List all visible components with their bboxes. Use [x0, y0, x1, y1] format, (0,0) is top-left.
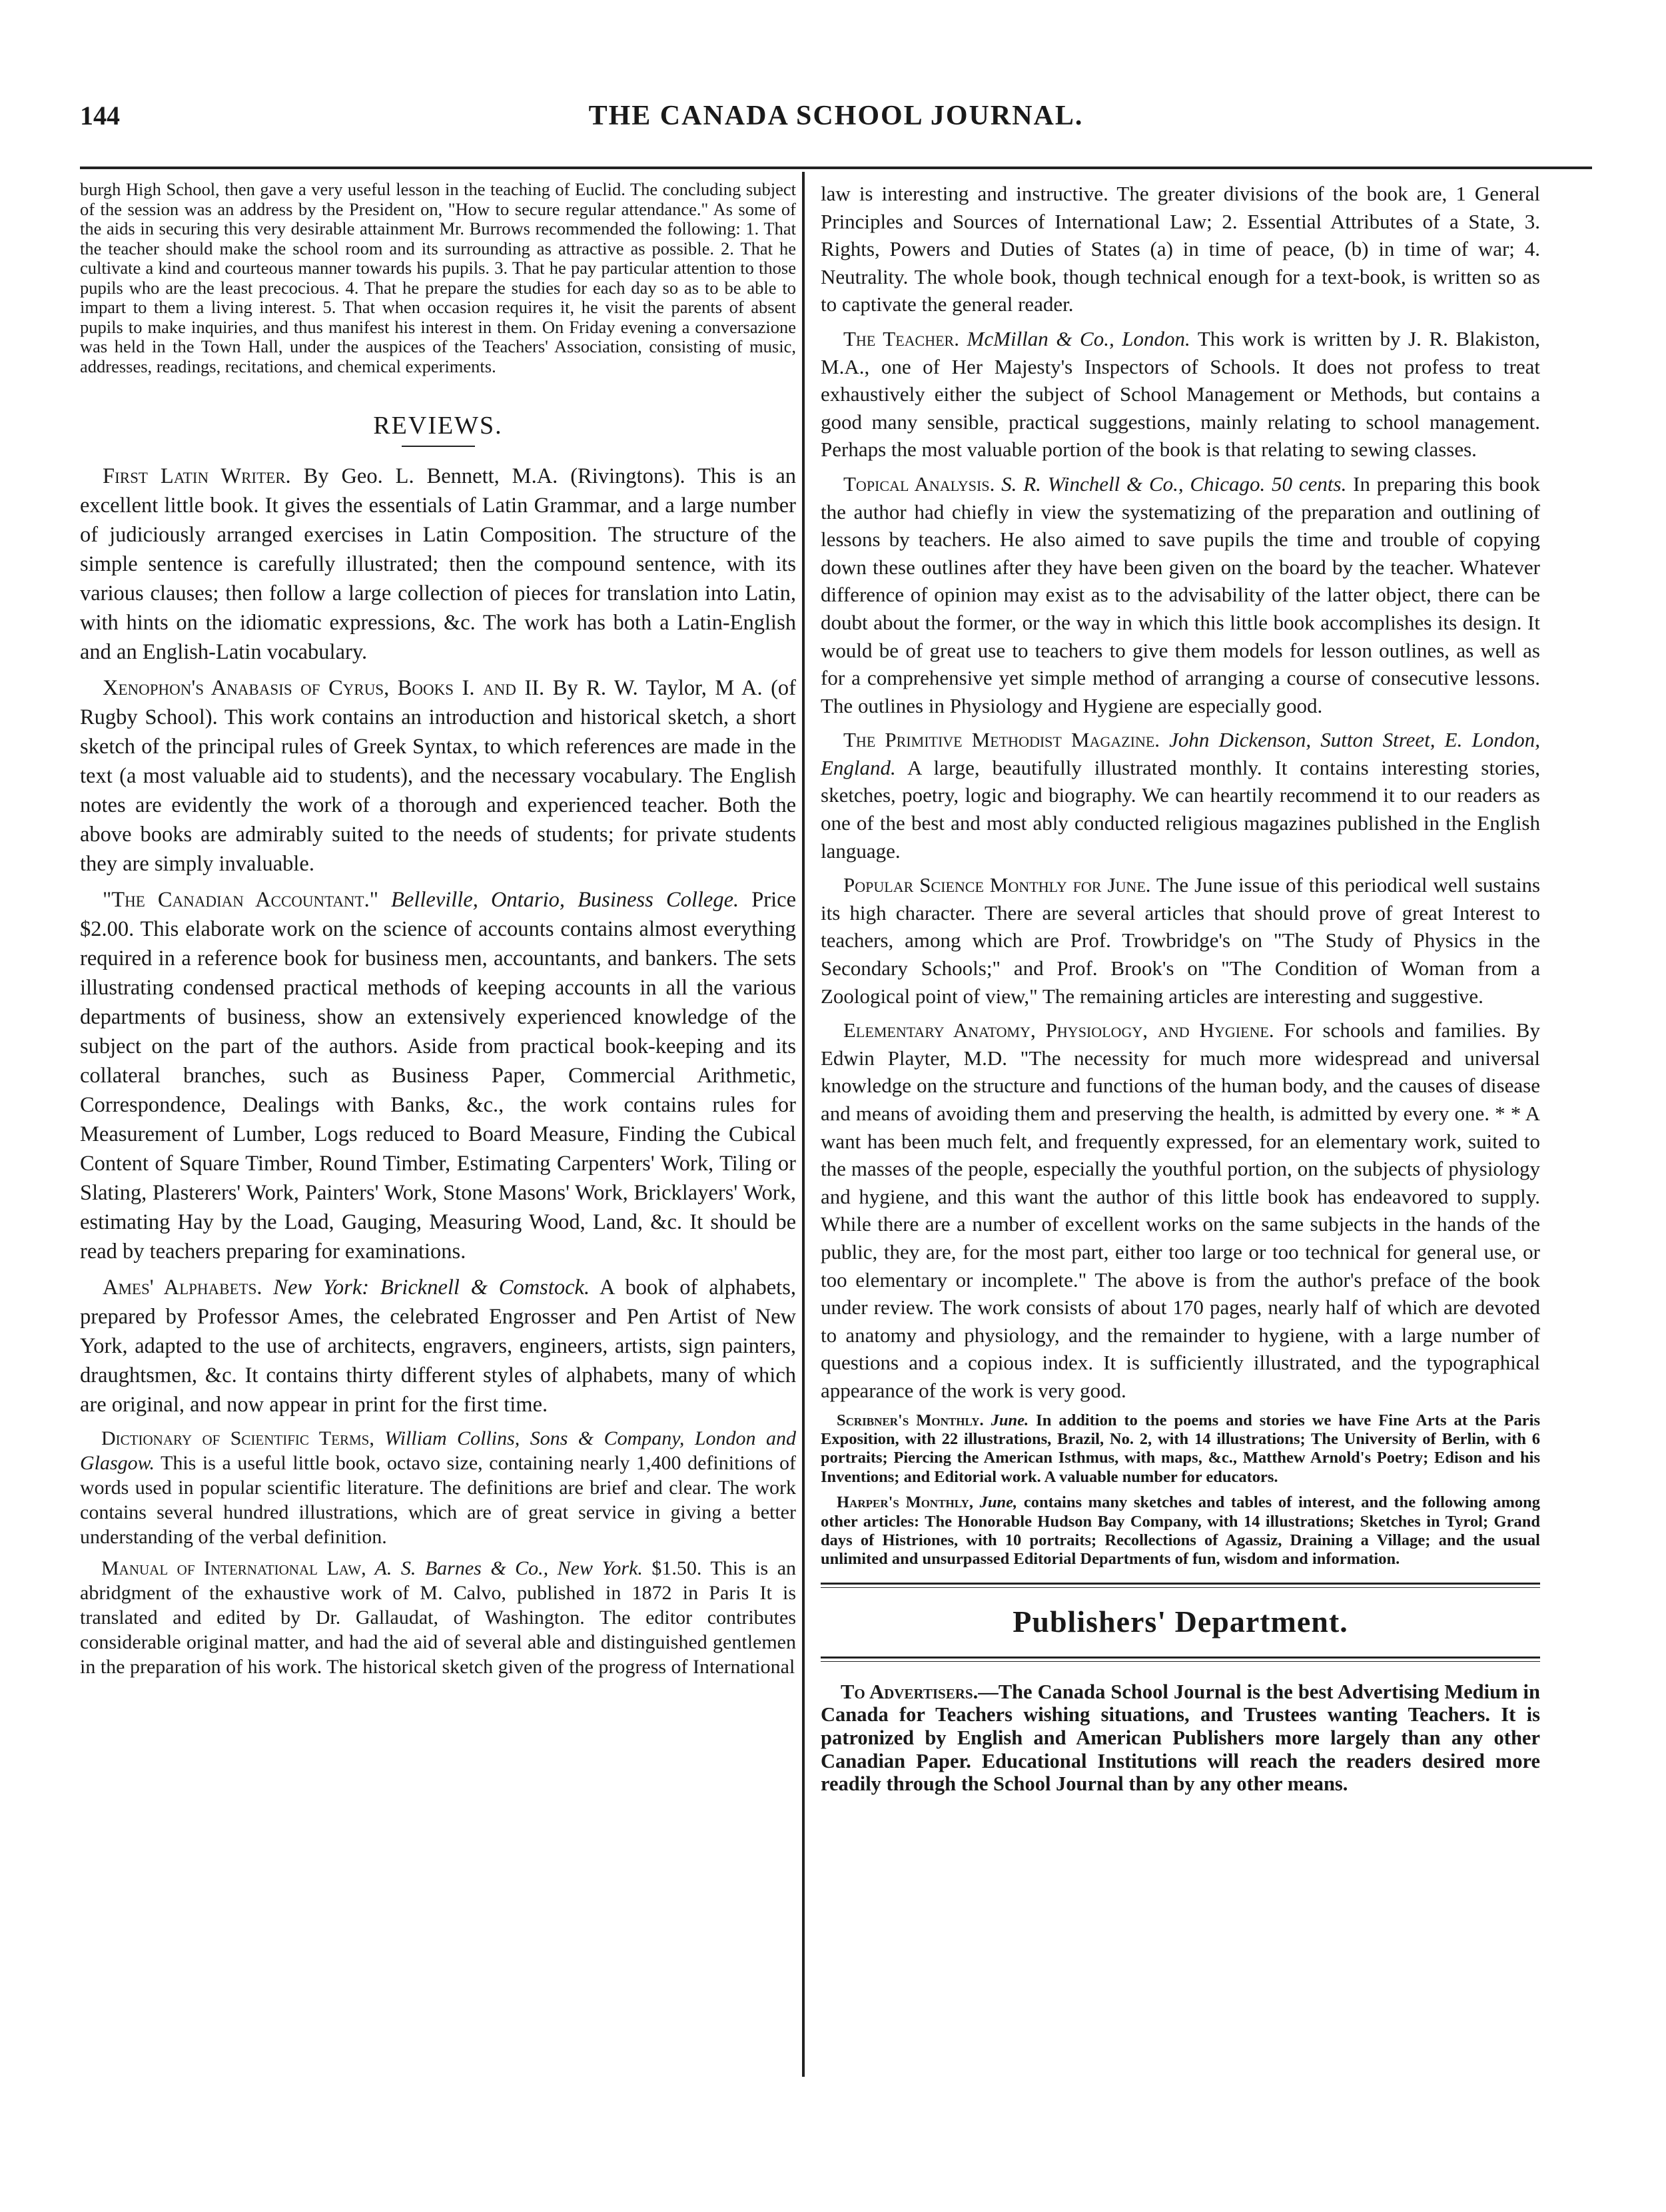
publishers-department-heading: Publishers' Department. — [1013, 1604, 1348, 1639]
header-rule — [80, 167, 1592, 169]
review-publisher: S. R. Winchell & Co., Chicago. 50 cents. — [995, 472, 1347, 496]
review-title: Manual of International Law, — [101, 1557, 366, 1579]
review-title: Topical Analysis. — [843, 472, 995, 496]
review-popular-science — [821, 871, 1540, 1010]
review-dictionary — [80, 1426, 796, 1549]
reviews-rule — [402, 446, 475, 447]
review-text: In preparing this book the author had chiefly in view the systematizing of the preparation and outlining of lessons by teachers. He also aimed to save pupils the time and trouble of copying down these outlines after they have been given on the board by the teacher. Whatever difference of opinion may exist as to the advisability of the latter object, there can be doubt about the former, or the way in which this little book accomplishes its design. It would be of great use to teachers to give them models for lesson outlines, as well as for a comprehensive yet simple method of arranging a course of consecutive lessons. The outlines in Physiology and Hygiene are especially good. — [821, 472, 1540, 717]
notice-publisher: June, — [973, 1493, 1018, 1512]
section-rule — [821, 1657, 1540, 1662]
running-head — [80, 100, 1592, 140]
notice-scribners — [821, 1411, 1540, 1487]
review-title: The Teacher. — [843, 326, 959, 350]
left-column — [80, 180, 796, 1686]
review-publisher: New York: Bricknell & Comstock. — [262, 1276, 590, 1299]
review-text: This is a useful little book, octavo size, containing nearly 1,400 definitions of words used in popular scientific literature. The definitions are brief and clear. The work contains several hundred illustrations, which are of great service in giving a better understanding of the verbal definition. — [80, 1452, 796, 1548]
notice-title: Harper's Monthly, — [837, 1493, 973, 1512]
notice-text: In addition to the poems and stories we have Fine Arts at the Paris Exposition, with 22 illustrations, Brazil, No. 2, with 14 illustrations; The University of Berlin, with 6 portraits; Piercing the American Isthmus, with maps, &c., Matthew Arnold's Poetry; Edison and his Inventions; and Editorial work. A valuable number for educators. — [821, 1411, 1540, 1486]
review-title: The Primitive Methodist Magazine. — [843, 728, 1160, 752]
review-title: Xenophon's Anabasis of Cyrus, Books I. and II. — [103, 676, 545, 700]
advertisers-notice — [821, 1680, 1540, 1796]
review-text: A book of alphabets, prepared by Professor Ames, the celebrated Engrosser and Pen Artist of New York, adapted to the use of architects, engravers, engineers, artists, sign painters, draughtsmen, &c. It contains thirty different styles of alphabets, many of which are original, and now appear in print for the first time. — [80, 1276, 796, 1417]
page-number: 144 — [80, 101, 120, 131]
review-text: The June issue of this periodical well sustains its high character. There are several articles that should prove of great Interest to teachers, among which are Prof. Trowbridge's on "The Study of Physics in the Secondary Schools;" and Prof. Brook's on "The Condition of Woman from a Zoological point of view," The remaining articles are interesting and suggestive. — [821, 873, 1541, 1008]
review-text: A large, beautifully illustrated monthly. It contains interesting stories, sketches, poetry, logic and biography. We can heartily recommend it to our readers as one of the best and most ably conducted religious magazines published in the English language. — [821, 755, 1540, 863]
review-title: Dictionary of Scientific Terms, — [101, 1427, 374, 1449]
review-text: Price $2.00. This elaborate work on the science of accounts contains almost everything required in a reference book for business men, accountants, and bankers. The sets illustrating condensed practical methods of keeping accounts in all the various departments of business, show an extensively experienced knowledge of the subject on the part of the authors. Aside from practical book-keeping and its collateral branches, such as Business Paper, Commercial Arithmetic, Correspondence, Dealings with Banks, &c., the work contains rules for Measurement of Lumber, Logs reduced to Board Measure, Finding the Cubical Content of Square Timber, Round Timber, Estimating Carpenters' Work, Tiling or Slating, Plasterers' Work, Painters' Work, Stone Masons' Work, Bricklayers' Work, estimating Hay by the Load, Gauging, Measuring Wood, Land, &c. It should be read by teachers preparing for examinations. — [80, 888, 796, 1264]
review-canadian-accountant — [80, 885, 796, 1266]
notice-text: —The Canada School Journal is the best Advertising Medium in Canada for Teachers wishing situations, and Trustees wanting Teachers. It is patronized by English and American Publishers more largely than any other Canadian Paper. Educational Institutions will reach the readers desired more readily through the School Journal than by any other means. — [821, 1680, 1540, 1796]
review-text: By Geo. L. Bennett, M.A. (Rivingtons). This is an excellent little book. It gives the essentials of Latin Grammar, and a large number of judiciously arranged exercises in Latin Composition. The structure of the simple sentence is carefully illustrated; then the compound sentence, with its various clauses; then follow a large collection of pieces for translation into Latin, with hints on the idiomatic expressions, &c. The work has both a Latin-English and an English-Latin vocabulary. — [80, 464, 796, 664]
review-title: "The Canadian Accountant." — [103, 888, 378, 912]
notice-harpers — [821, 1493, 1540, 1569]
review-publisher: A. S. Barnes & Co., New York. — [366, 1557, 643, 1579]
section-rule — [821, 1583, 1540, 1588]
review-elementary-anatomy — [821, 1016, 1540, 1404]
review-text: For schools and families. By Edwin Playter, M.D. "The necessity for much more widespread and universal knowledge on the structure and functions of the human body, and the causes of disease and means of avoiding them and preserving the health, is admitted by every one. * * A want has been much felt, and frequently expressed, for an elementary work, suited to the masses of the people, especially the youthful portion, on the subjects of physiology and hygiene, and this want the author of this little book has endeavored to supply. While there are a number of excellent works on the same subjects in the hands of the public, they are, for the most part, either too large or too technical for general use, or too elementary or incomplete." The above is from the author's preface of the book under review. The work consists of about 170 pages, nearly half of which are devoted to anatomy and physiology, and the remainder to hygiene, with a large number of questions and a copious index. It is sufficiently illustrated, and the typographical appearance of the work is very good. — [821, 1018, 1540, 1402]
review-primitive-methodist — [821, 726, 1540, 865]
review-latin-writer — [80, 462, 796, 667]
continued-review-text: law is interesting and instructive. The greater divisions of the book are, 1 General Principles and Sources of International Law; 2. Essential Attributes of a State, 3. Rights, Powers and Duties of States (a) in time of peace, (b) in time of war; 4. Neutrality. The whole book, though technical enough for a text-book, is written so as to captivate the general reader. — [821, 182, 1540, 316]
review-title: Elementary Anatomy, Physiology, and Hygiene. — [843, 1018, 1274, 1042]
review-text: By R. W. Taylor, M A. (of Rugby School). This work contains an introduction and historical sketch, a short sketch of the principal rules of Greek Syntax, to which references are made in the text (a most valuable aid to students), and the necessary vocabulary. The English notes are evidently the work of a thorough and experienced teacher. Both the above books are admirably suited to the needs of students; for private students they are simply invaluable. — [80, 676, 796, 876]
review-publisher: McMillan & Co., London. — [959, 326, 1190, 350]
review-title: Ames' Alphabets. — [103, 1276, 262, 1299]
review-publisher: William Collins, Sons & Company, London and Glasgow. — [80, 1427, 796, 1474]
review-text: This work is written by J. R. Blakiston, M.A., one of Her Majesty's Inspectors of Schools. It does not profess to treat exhaustively either the subject of School Management or Methods, but contains a good many sensible, practical suggestions, mainly relating to school management. Perhaps the most valuable portion of the book is that relating to sewing classes. — [821, 326, 1541, 462]
review-international-law — [80, 1556, 796, 1679]
notice-title: Scribner's Monthly. — [837, 1411, 984, 1429]
review-publisher: Belleville, Ontario, Business College. — [378, 888, 739, 912]
review-text: $1.50. This is an abridgment of the exhaustive work of M. Calvo, published in 1872 in Paris It is translated and edited by Dr. Gallaudat, of Washington. The editor contributes considerable original matter, and had the aid of several able and distinguished gentlemen in the preparation of his work. The historical sketch given of the progress of International — [80, 1557, 797, 1678]
notice-title: To Advertisers. — [841, 1680, 979, 1703]
review-ames-alphabets — [80, 1273, 796, 1419]
right-column — [821, 180, 1540, 1802]
journal-title: THE CANADA SCHOOL JOURNAL. — [588, 101, 1084, 131]
review-the-teacher — [821, 325, 1540, 464]
review-title: First Latin Writer. — [103, 464, 291, 488]
review-title: Popular Science Monthly for June. — [843, 873, 1151, 897]
column-divider — [802, 172, 805, 2077]
notice-publisher: June. — [983, 1411, 1029, 1429]
notice-text: contains many sketches and tables of interest, and the following among other articles: The Honorable Hudson Bay Company, with 14 illustrations; Sketches in Tyrol; Grand days of Histriones, with 10 portraits; Recollections of Agassiz, Draining a Village; and the usual unlimited and unsurpassed Editorial Departments of fun, wisdom and information. — [821, 1493, 1540, 1569]
continued-article-text: burgh High School, then gave a very useful lesson in the teaching of Euclid. The concluding subject of the session was an address by the President on, "How to secure regular attendance." As some of the aids in securing this very desirable attainment Mr. Burrows recommended the following: 1. That the teacher should make the school room and its surrounding as attractive as possible. 2. That he cultivate a kind and courteous manner towards his pupils. 3. That he pay particular attention to those pupils who are the least precocious. 4. That he prepare the studies for each day so as to be able to impart to them a living interest. 5. That when occasion requires it, he visit the parents of absent pupils to make inquiries, and thus manifest his interest in them. On Friday evening a conversazione was held in the Town Hall, under the auspices of the Teachers' Association, consisting of music, addresses, readings, recitations, and chemical experiments. — [80, 179, 796, 376]
reviews-heading: REVIEWS. — [373, 412, 503, 440]
review-anabasis — [80, 673, 796, 879]
review-publisher: John Dickenson, Sutton Street, E. London, England. — [821, 728, 1540, 779]
review-topical-analysis — [821, 470, 1540, 719]
